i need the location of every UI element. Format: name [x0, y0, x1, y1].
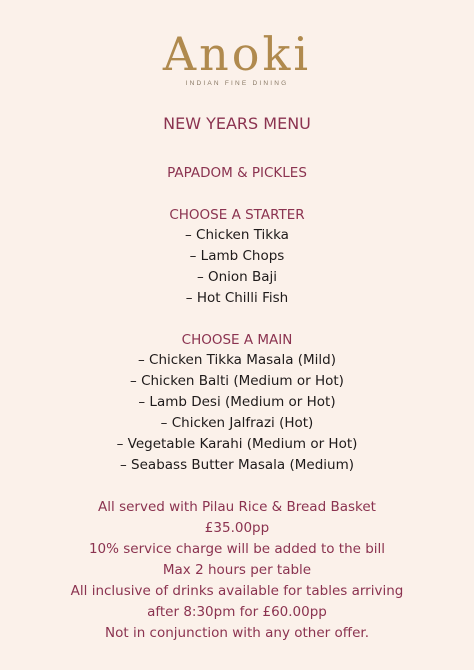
list-item: – Vegetable Karahi (Medium or Hot) [116, 436, 358, 452]
brand-logo [0, 27, 474, 87]
starter-list [0, 225, 474, 309]
papadom-heading: PAPADOM & PICKLES [167, 165, 307, 181]
brand-tagline: INDIAN FINE DINING [185, 80, 289, 87]
footer-line: Max 2 hours per table [162, 562, 312, 578]
price-line: £35.00pp [204, 520, 270, 536]
list-item: – Hot Chilli Fish [185, 290, 289, 306]
menu-footer [0, 497, 474, 644]
list-item: – Lamb Chops [189, 248, 285, 264]
list-item: – Lamb Desi (Medium or Hot) [138, 394, 336, 410]
menu-title: NEW YEARS MENU [163, 114, 311, 133]
brand-name: Anoki [162, 27, 312, 81]
list-item: – Chicken Jalfrazi (Hot) [160, 415, 314, 431]
footer-line: Not in conjunction with any other offer. [105, 625, 369, 641]
footer-line: All served with Pilau Rice & Bread Basket [98, 499, 376, 515]
footer-line: after 8:30pm for £60.00pp [147, 604, 327, 620]
list-item: – Chicken Tikka [185, 227, 289, 243]
main-list [0, 350, 474, 476]
list-item: – Seabass Butter Masala (Medium) [120, 457, 354, 473]
footer-line: All inclusive of drinks available for tables arriving [70, 583, 404, 599]
footer-line: 10% service charge will be added to the bill [88, 541, 386, 557]
starter-heading: CHOOSE A STARTER [169, 207, 305, 223]
list-item: – Chicken Tikka Masala (Mild) [137, 352, 337, 368]
main-heading: CHOOSE A MAIN [181, 332, 293, 348]
list-item: – Onion Baji [196, 269, 278, 285]
list-item: – Chicken Balti (Medium or Hot) [130, 373, 344, 389]
